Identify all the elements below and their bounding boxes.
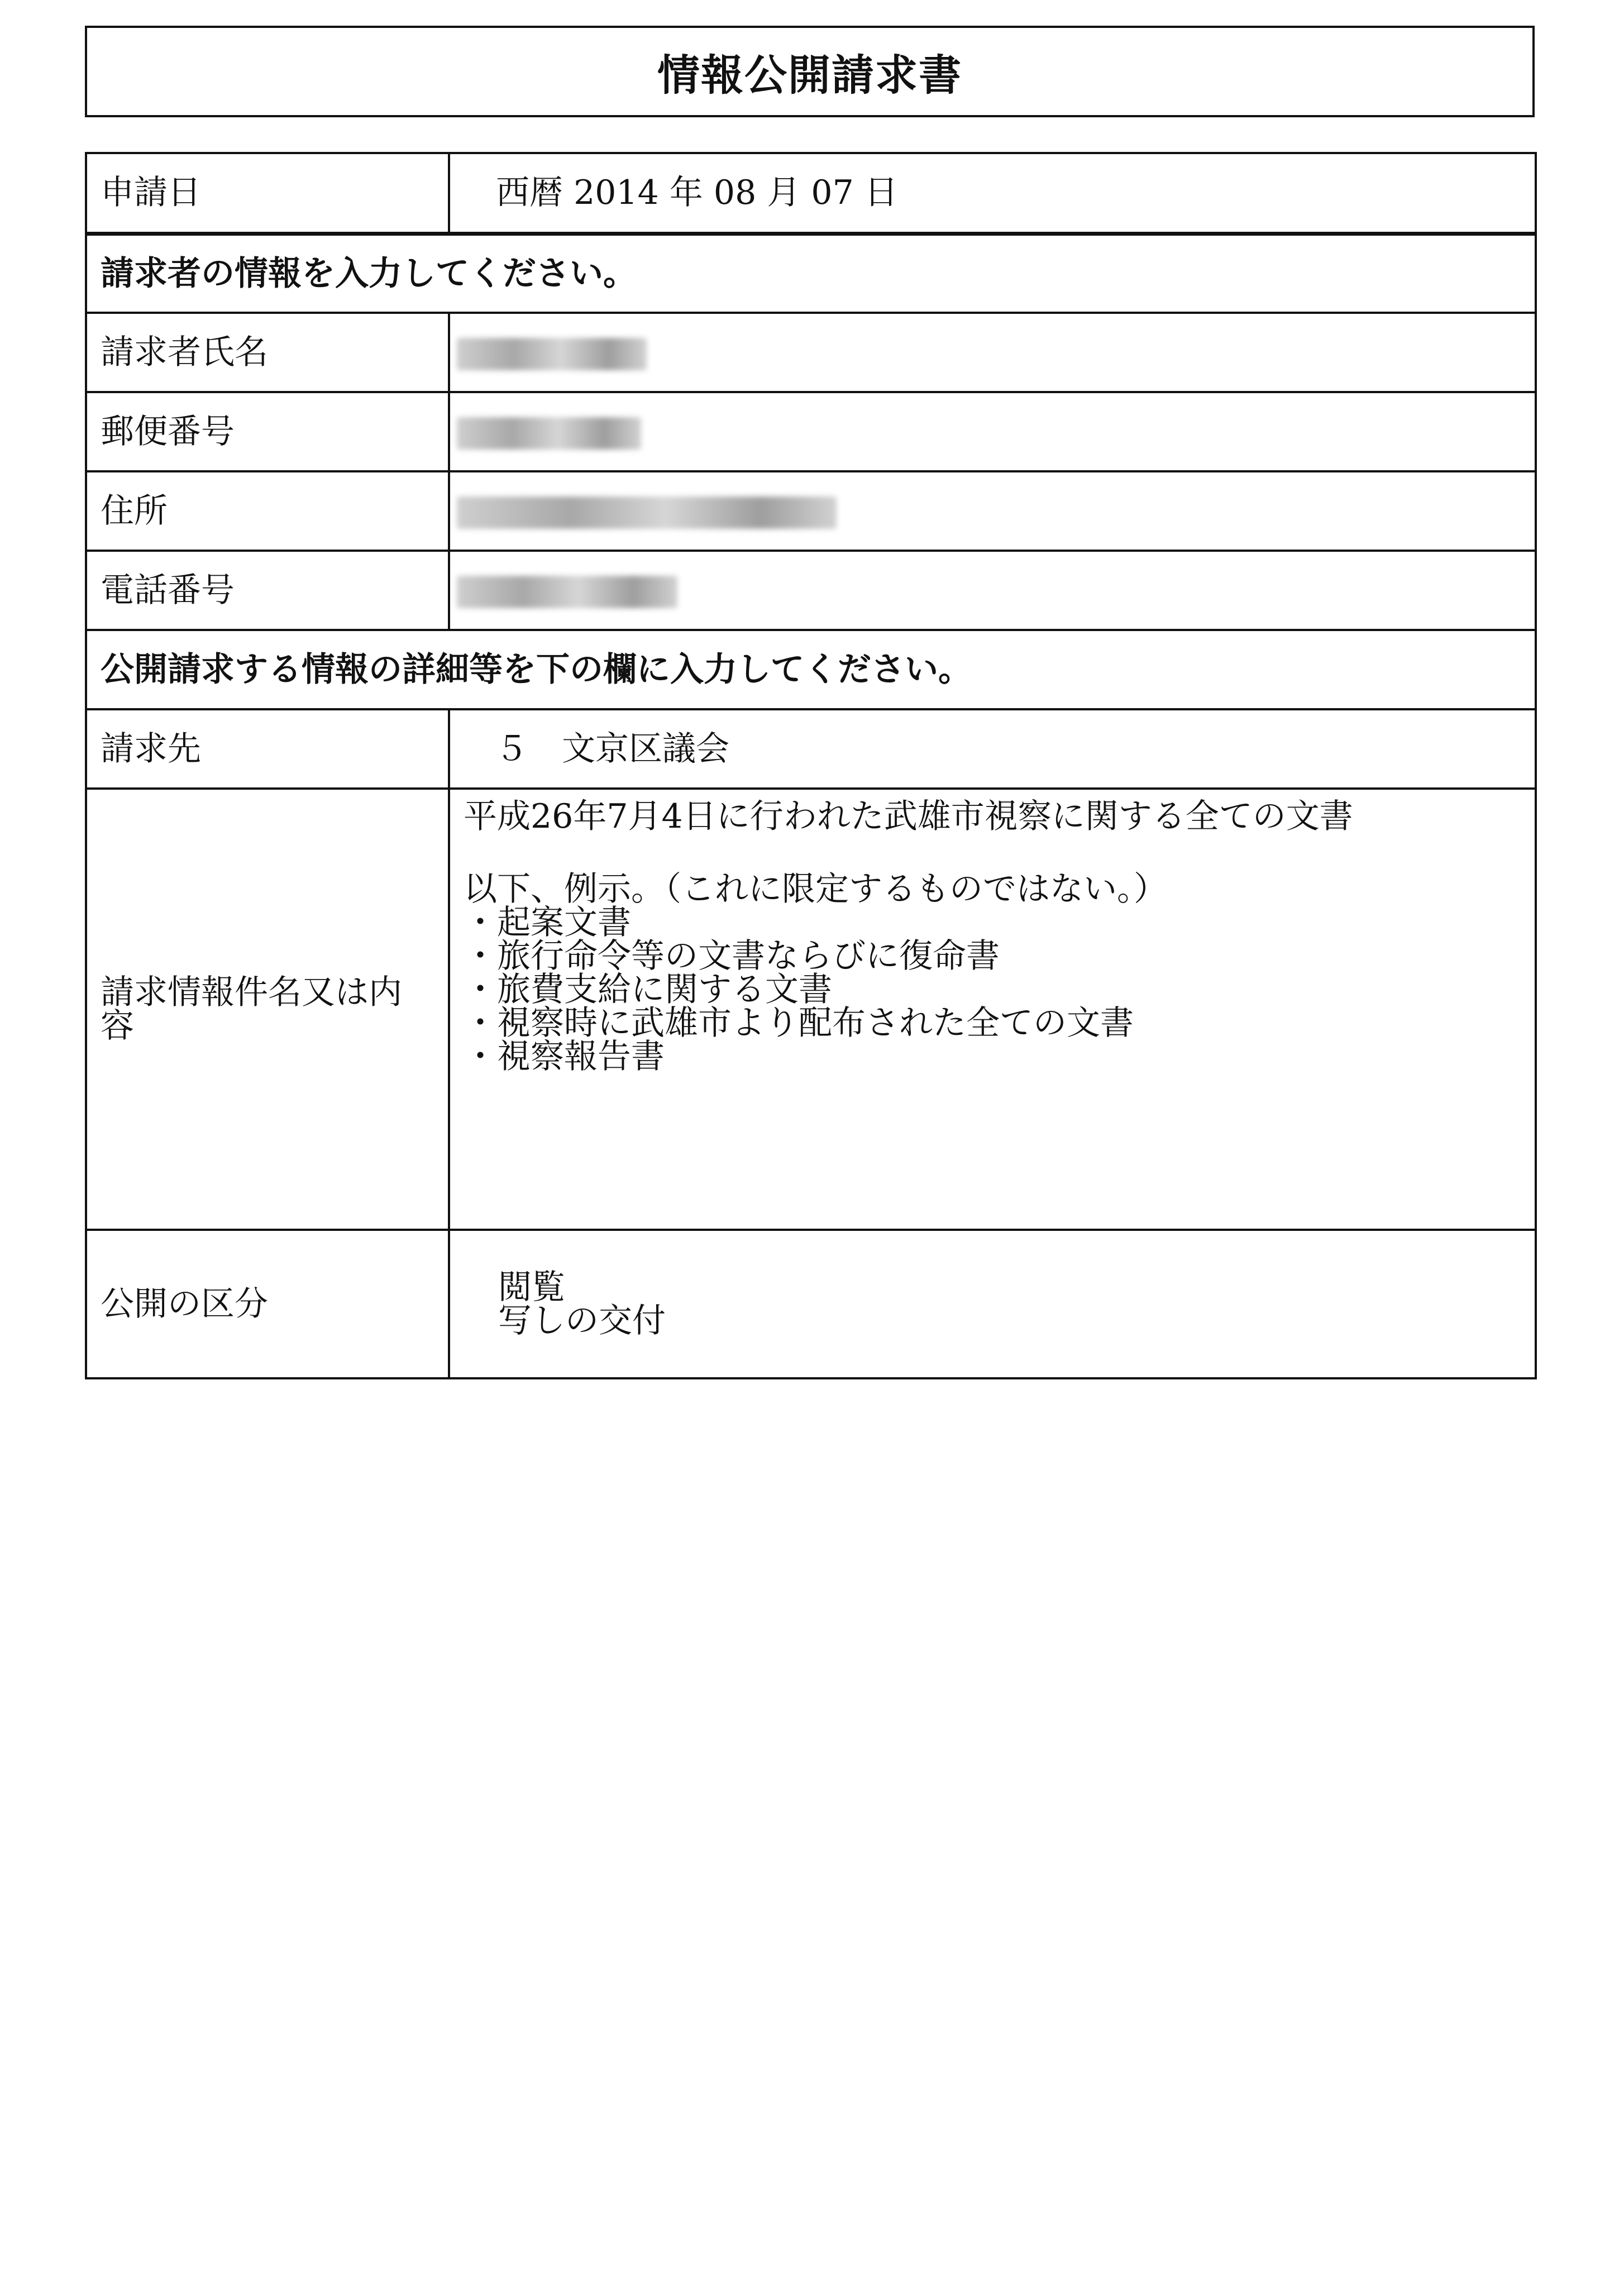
- postal-code-row: [86, 392, 1536, 471]
- request-item-5: ・視察報告書: [464, 1037, 665, 1076]
- request-item-3: ・旅費支給に関する文書: [464, 970, 832, 1009]
- request-section-heading-row: [86, 630, 1536, 709]
- destination-value[interactable]: ５ 文京区議会: [449, 709, 1536, 789]
- postal-code-label: 郵便番号: [86, 392, 449, 471]
- requester-name-value[interactable]: [449, 313, 1536, 392]
- request-item-4: ・視察時に武雄市より配布された全ての文書: [464, 1004, 1134, 1043]
- disclosure-option-view: 閲覧: [498, 1268, 565, 1307]
- requester-name-row: [86, 313, 1536, 392]
- application-date-row: [86, 153, 1536, 233]
- disclosure-type-value[interactable]: [449, 1230, 1536, 1378]
- address-row: [86, 471, 1536, 551]
- requester-section-heading: 請求者の情報を入力してください。: [86, 233, 1536, 313]
- request-summary: 平成26年7月4日に行われた武雄市視察に関する全ての文書: [464, 797, 1353, 836]
- disclosure-option-copy: 写しの交付: [498, 1301, 666, 1340]
- destination-label: 請求先: [86, 709, 449, 789]
- request-note: 以下、例示。（これに限定するものではない。）: [464, 870, 1167, 909]
- request-item-2: ・旅行命令等の文書ならびに復命書: [464, 937, 1000, 976]
- request-content-label: 請求情報件名又は内容: [86, 789, 449, 1230]
- redacted-phone: [457, 576, 677, 608]
- document-title: 情報公開請求書: [657, 50, 962, 100]
- application-date-value[interactable]: 西暦 2014 年 08 月 07 日: [449, 153, 1536, 233]
- address-value[interactable]: [449, 471, 1536, 551]
- postal-code-value[interactable]: [449, 392, 1536, 471]
- redacted-address: [457, 496, 837, 529]
- phone-label: 電話番号: [86, 551, 449, 630]
- request-content-row: [86, 789, 1536, 1230]
- phone-row: [86, 551, 1536, 630]
- spacer: [464, 833, 1521, 872]
- request-item-1: ・起案文書: [464, 903, 631, 942]
- request-form-table: [85, 152, 1537, 1379]
- phone-value[interactable]: [449, 551, 1536, 630]
- destination-row: [86, 709, 1536, 789]
- disclosure-type-label: 公開の区分: [86, 1230, 449, 1378]
- request-section-heading: 公開請求する情報の詳細等を下の欄に入力してください。: [86, 630, 1536, 709]
- redacted-postal-code: [457, 417, 641, 450]
- requester-section-heading-row: [86, 233, 1536, 313]
- address-label: 住所: [86, 471, 449, 551]
- application-date-label: 申請日: [86, 153, 449, 233]
- request-content-value[interactable]: [449, 789, 1536, 1230]
- requester-name-label: 請求者氏名: [86, 313, 449, 392]
- redacted-name: [457, 338, 647, 370]
- disclosure-type-row: [86, 1230, 1536, 1378]
- document-title-box: [85, 26, 1535, 117]
